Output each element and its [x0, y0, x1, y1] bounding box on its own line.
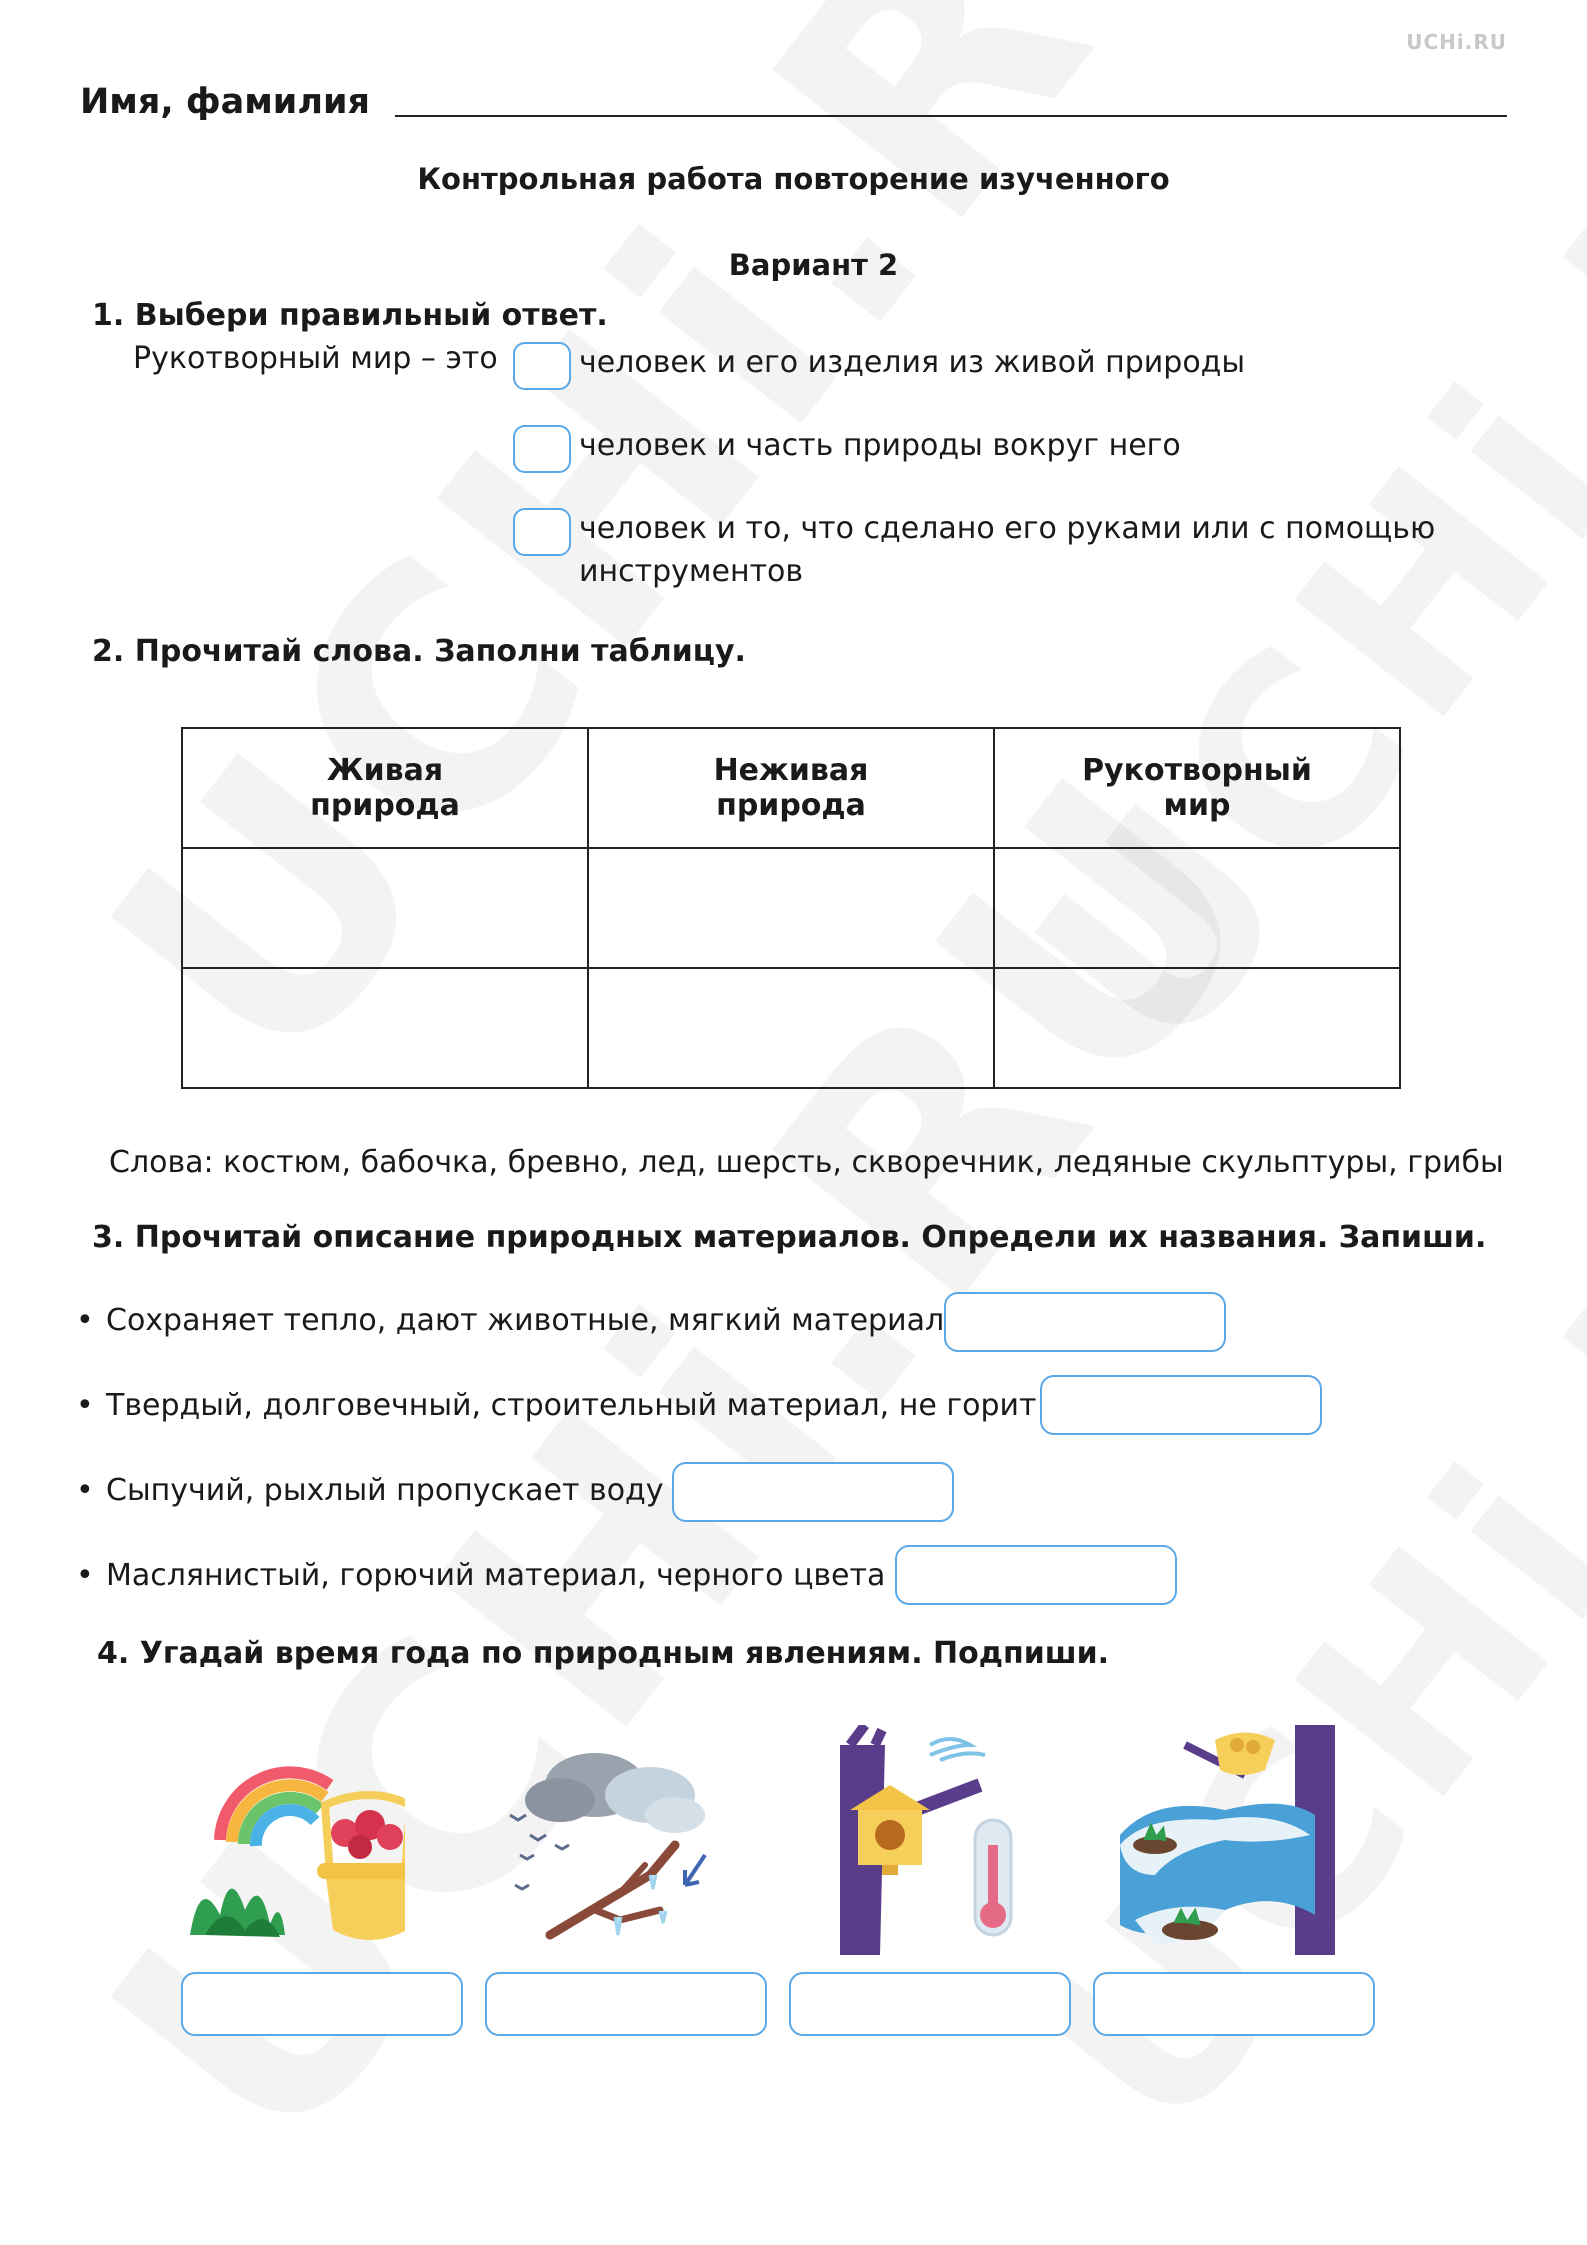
- variant-label: Вариант 2: [728, 248, 899, 282]
- table-cell[interactable]: [994, 968, 1400, 1088]
- season-answer-3[interactable]: [789, 1972, 1071, 2036]
- answer-field-3[interactable]: [672, 1462, 954, 1522]
- table-cell[interactable]: [588, 968, 994, 1088]
- material-desc-1: Сохраняет тепло, дают животные, мягкий материал: [106, 1303, 945, 1338]
- task4-text: Угадай время года по природным явлениям. Подпиши.: [139, 1636, 1110, 1671]
- task3-number: 3.: [92, 1220, 125, 1255]
- task1-title: [92, 298, 608, 333]
- option3-label: человек и то, что сделано его руками или с помощью: [579, 511, 1436, 546]
- melting-snow-nest-icon: [1115, 1725, 1335, 1955]
- name-label: Имя, фамилия: [80, 82, 370, 122]
- table-cell[interactable]: [182, 848, 588, 968]
- bullet: •: [76, 1558, 94, 1593]
- table-row: [182, 848, 1400, 968]
- task1-prompt: Рукотворный мир – это: [133, 341, 498, 376]
- option2-label: человек и часть природы вокруг него: [579, 428, 1181, 463]
- table-cell[interactable]: [588, 848, 994, 968]
- name-line[interactable]: [395, 115, 1507, 117]
- header-line: природа: [310, 788, 460, 823]
- season-answer-1[interactable]: [181, 1972, 463, 2036]
- task2-number: 2.: [92, 634, 125, 669]
- bullet: •: [76, 1473, 94, 1508]
- word-list: Слова: костюм, бабочка, бревно, лед, шерсть, скворечник, ледяные скульптуры, грибы: [109, 1145, 1504, 1180]
- bullet: •: [76, 1388, 94, 1423]
- option3-checkbox[interactable]: [513, 508, 571, 556]
- option1-checkbox[interactable]: [513, 342, 571, 390]
- option1-label: человек и его изделия из живой природы: [579, 345, 1246, 380]
- option3-label-line2: инструментов: [579, 554, 804, 589]
- task2-text: Прочитай слова. Заполни таблицу.: [134, 634, 746, 669]
- table-header-row: [182, 728, 1400, 848]
- task1-number: 1.: [92, 298, 125, 333]
- classification-table: [181, 727, 1401, 1089]
- material-desc-2: Твердый, долговечный, строительный материал, не горит: [106, 1388, 1037, 1423]
- task4-title: [97, 1636, 1109, 1671]
- table-row: [182, 968, 1400, 1088]
- header-line: Неживая: [713, 753, 869, 788]
- task1-text: Выбери правильный ответ.: [134, 298, 608, 333]
- material-desc-3: Сыпучий, рыхлый пропускает воду: [106, 1473, 664, 1508]
- worksheet-title: Контрольная работа повторение изученного: [417, 162, 1170, 196]
- rainbow-berries-basket-icon: [185, 1725, 405, 1955]
- season-answer-2[interactable]: [485, 1972, 767, 2036]
- answer-field-4[interactable]: [895, 1545, 1177, 1605]
- column-header-living: [182, 728, 588, 848]
- table-cell[interactable]: [994, 848, 1400, 968]
- clouds-birds-icy-branch-icon: [500, 1725, 720, 1955]
- season-answer-4[interactable]: [1093, 1972, 1375, 2036]
- task3-title: [92, 1220, 1486, 1255]
- table-cell[interactable]: [182, 968, 588, 1088]
- header-line: Рукотворный: [1082, 753, 1312, 788]
- header-line: мир: [1163, 788, 1231, 823]
- bullet: •: [76, 1303, 94, 1338]
- header-line: Живая: [326, 753, 444, 788]
- material-desc-4: Маслянистый, горючий материал, черного цвета: [106, 1558, 886, 1593]
- option2-checkbox[interactable]: [513, 425, 571, 473]
- column-header-manmade: [994, 728, 1400, 848]
- header-line: природа: [716, 788, 866, 823]
- answer-field-1[interactable]: [944, 1292, 1226, 1352]
- answer-field-2[interactable]: [1040, 1375, 1322, 1435]
- column-header-nonliving: [588, 728, 994, 848]
- task3-text: Прочитай описание природных материалов. Определи их названия. Запиши.: [134, 1220, 1487, 1255]
- task4-number: 4.: [97, 1636, 130, 1671]
- uchi-logo: UCHi.RU: [1406, 30, 1507, 54]
- task2-title: [92, 634, 746, 669]
- birdhouse-thermometer-wind-icon: [830, 1725, 1050, 1955]
